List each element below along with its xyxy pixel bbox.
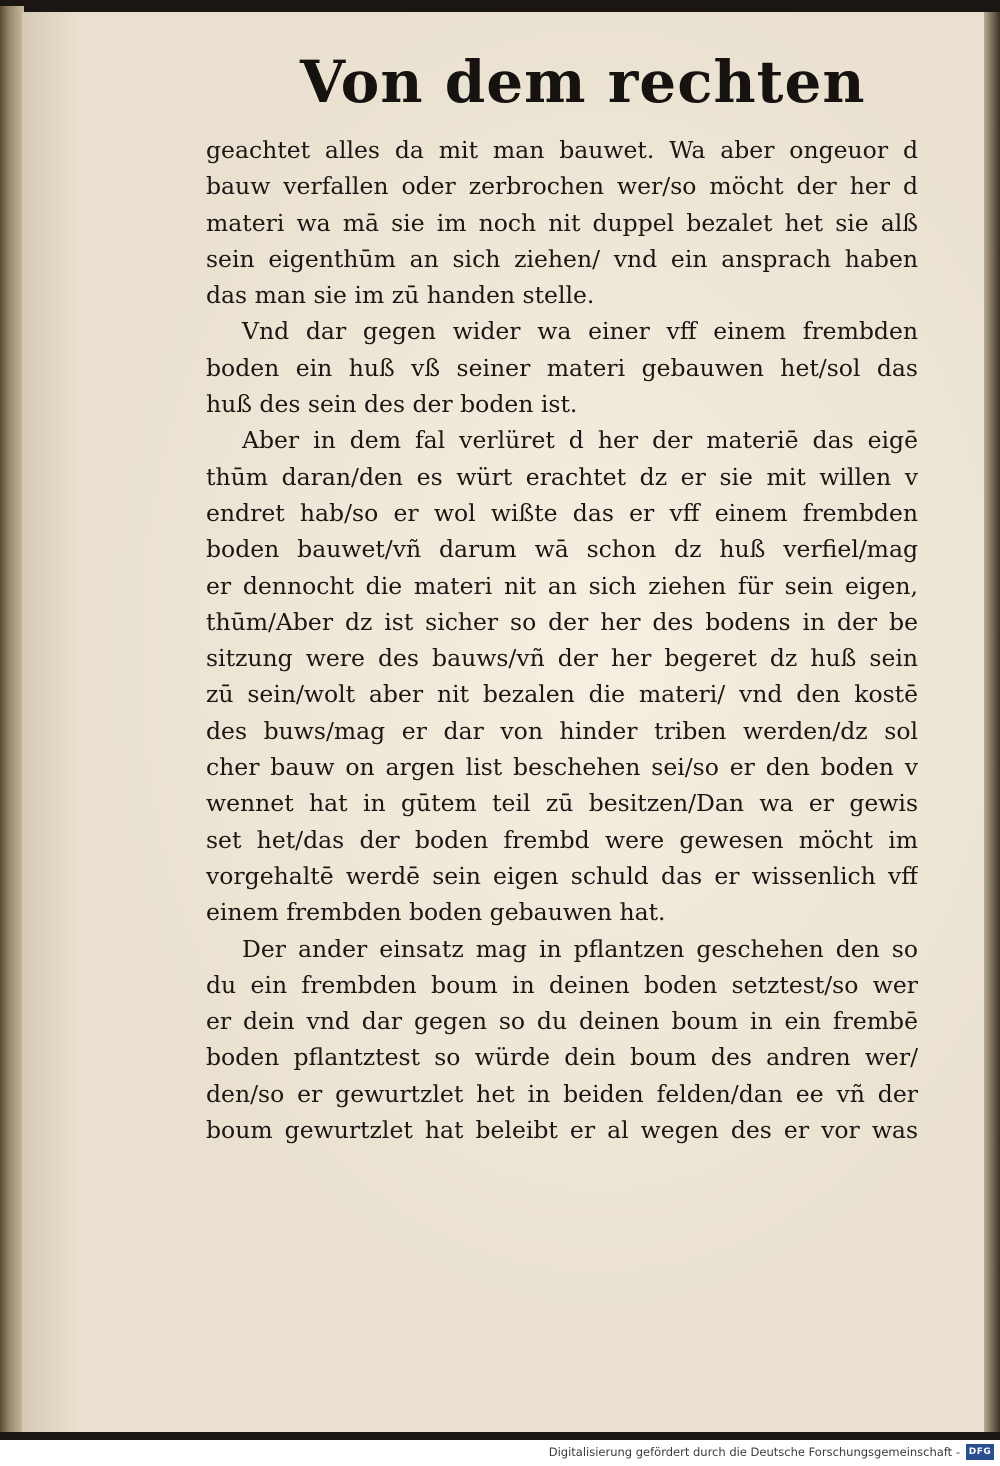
text-line: Aber in dem fal verlüret d her der materiē das eigē <box>242 426 918 455</box>
text-line: des buws/mag er dar von hinder triben werden/dz sol <box>206 716 918 745</box>
text-line: Vnd dar gegen wider wa einer vff einem frembden <box>242 317 918 346</box>
text-line: wennet hat in gūtem teil zū besitzen/Dan wa er gewis <box>206 789 918 818</box>
page-left-edge <box>0 6 24 1432</box>
text-line: materi wa mā sie im noch nit duppel bezalet het sie alß <box>206 208 918 237</box>
text-line: das man sie im zū handen stelle. <box>206 281 595 310</box>
body-text <box>206 132 918 1148</box>
page-right-edge <box>984 12 1000 1432</box>
funding-notice: Digitalisierung gefördert durch die Deutsche Forschungsgemeinschaft - <box>548 1445 960 1459</box>
text-line: thūm daran/den es würt erachtet dz er sie mit willen v <box>206 462 918 491</box>
text-line: einem frembden boden gebauwen hat. <box>206 898 666 927</box>
text-line: sitzung were des bauws/vñ der her begeret dz huß sein <box>206 644 918 673</box>
text-line: boden ein huß vß seiner materi gebauwen het/sol das <box>206 353 918 382</box>
text-line: Der ander einsatz mag in pflantzen geschehen den so <box>242 934 918 963</box>
text-line: er dennocht die materi nit an sich ziehen für sein eigen, <box>206 571 918 600</box>
text-line: vorgehaltē werdē sein eigen schuld das er wissenlich vff <box>206 861 918 890</box>
text-line: bauw verfallen oder zerbrochen wer/so möcht der her d <box>206 172 918 201</box>
text-line: er dein vnd dar gegen so du deinen boum in ein frembē <box>206 1007 918 1036</box>
text-line: cher bauw on argen list beschehen sei/so er den boden v <box>206 753 918 782</box>
text-line: boden pflantztest so würde dein boum des andren wer/ <box>206 1043 918 1072</box>
text-line: geachtet alles da mit man bauwet. Wa aber ongeuor d <box>206 136 918 164</box>
footer-bar <box>0 1440 1000 1466</box>
text-line: zū sein/wolt aber nit bezalen die materi/ vnd den kostē <box>206 680 918 709</box>
running-head: Von dem rechten <box>300 48 866 116</box>
text-line: boum gewurtzlet hat beleibt er al wegen des er vor was <box>206 1116 918 1145</box>
text-line: den/so er gewurtzlet het in beiden felden/dan ee vñ der <box>206 1079 918 1108</box>
text-line: huß des sein des der boden ist. <box>206 390 578 419</box>
text-line: boden bauwet/vñ darum wā schon dz huß verfiel/mag <box>206 535 918 564</box>
text-line: set het/das der boden frembd were gewesen möcht im <box>206 825 918 854</box>
dfg-logo: DFG <box>966 1444 994 1460</box>
text-line: sein eigenthūm an sich ziehen/ vnd ein ansprach haben <box>206 244 918 273</box>
text-line: du ein frembden boum in deinen boden setztest/so wer <box>206 970 918 999</box>
text-line: thūm/Aber dz ist sicher so der her des bodens in der be <box>206 607 918 636</box>
text-line: endret hab/so er wol wißte das er vff einem frembden <box>206 498 918 527</box>
